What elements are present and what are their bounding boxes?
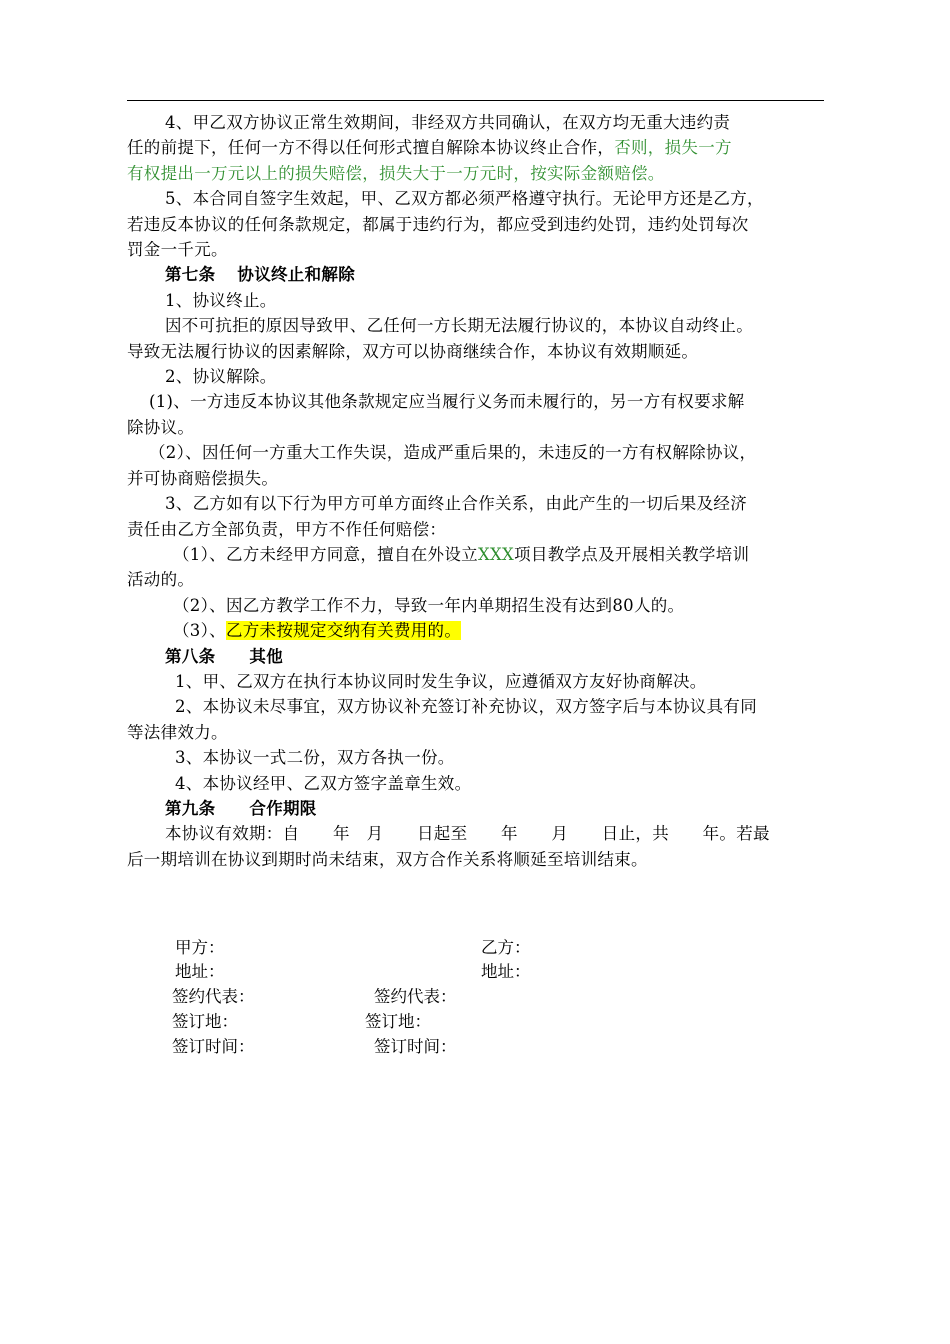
party-b-signing-place-label: 签订地： — [365, 1012, 431, 1031]
clause9-body-line1: 本协议有效期：自 年 月 日起至 年 月 日止，共 年。若最 — [165, 824, 770, 844]
party-b-signing-time-label: 签订时间： — [374, 1037, 457, 1056]
party-a-label: 甲方： — [175, 938, 225, 957]
clause7-sub1: 1、协议终止。 — [165, 290, 277, 310]
clause8-title: 其他 — [249, 646, 284, 666]
clause7-sub3-item2: （2）、因乙方教学工作不力，导致一年内单期招生没有达到80人的。 — [173, 595, 685, 615]
clause7-sub2-item2-line2: 并可协商赔偿损失。 — [127, 468, 279, 488]
clause7-heading — [127, 262, 824, 287]
clause7-sub3-item1-xxx: XXX — [477, 544, 515, 564]
party-a-address-label: 地址： — [175, 962, 225, 981]
clause6-item4-line2 — [127, 135, 824, 160]
header-rule — [127, 100, 824, 101]
party-b-representative-label: 签约代表： — [374, 987, 457, 1006]
clause8-item2-line2: 等法律效力。 — [127, 722, 228, 742]
clause7-number: 第七条 — [165, 265, 216, 285]
party-a-representative-label: 签约代表： — [172, 987, 255, 1006]
clause7-sub2-item1-line2: 除协议。 — [127, 417, 195, 437]
clause6-item5-line2: 若违反本协议的任何条款规定，都属于违约行为，都应受到违约处罚，违约处罚每次 — [127, 214, 749, 234]
party-a-signing-place-label: 签订地： — [172, 1012, 238, 1031]
clause7-sub2-item1-line1: (1)、一方违反本协议其他条款规定应当履行义务而未履行的，另一方有权要求解 — [149, 392, 745, 412]
clause7-title: 协议终止和解除 — [237, 265, 356, 285]
clause7-sub1-body-line1: 因不可抗拒的原因导致甲、乙任何一方长期无法履行协议的，本协议自动终止。 — [165, 316, 753, 336]
clause8-heading — [127, 644, 824, 669]
clause6-item4-text: 任的前提下，任何一方不得以任何形式擅自解除本协议终止合作， — [127, 138, 615, 158]
clause7-sub3-line2: 责任由乙方全部负责，甲方不作任何赔偿： — [127, 519, 447, 539]
clause7-sub2: 2、协议解除。 — [165, 367, 277, 387]
clause7-sub3-item3-highlight: 乙方未按规定交纳有关费用的。 — [225, 621, 462, 641]
clause8-item3: 3、本协议一式二份，双方各执一份。 — [175, 748, 455, 768]
clause7-sub3-line1: 3、乙方如有以下行为甲方可单方面终止合作关系，由此产生的一切后果及经济 — [165, 494, 747, 514]
party-a-signing-time-label: 签订时间： — [172, 1037, 255, 1056]
party-b-address-label: 地址： — [481, 962, 531, 981]
clause7-sub3-item3 — [127, 618, 824, 643]
clause8-number: 第八条 — [165, 646, 216, 666]
clause6-item4-line3: 有权提出一万元以上的损失赔偿，损失大于一万元时，按实际金额赔偿。 — [127, 163, 665, 183]
clause7-sub3-item1-post: 项目教学点及开展相关教学培训 — [514, 544, 750, 564]
clause6-item5-line1: 5、本合同自签字生效起，甲、乙双方都必须严格遵守执行。无论甲方还是乙方， — [165, 189, 764, 209]
clause9-number: 第九条 — [165, 798, 216, 818]
clause6-item4-green-text: 否则，损失一方 — [614, 138, 732, 158]
clause9-title: 合作期限 — [249, 798, 317, 818]
party-b-label: 乙方： — [481, 938, 531, 957]
clause7-sub3-item1-pre: （1）、乙方未经甲方同意，擅自在外设立 — [173, 544, 478, 564]
clause9-heading — [127, 796, 824, 821]
clause7-sub2-item2-line1: （2）、因任何一方重大工作失误，造成严重后果的，未违反的一方有权解除协议， — [149, 443, 757, 463]
clause8-item4: 4、本协议经甲、乙双方签字盖章生效。 — [175, 773, 472, 793]
document-body — [127, 110, 824, 872]
clause8-item1: 1、甲、乙双方在执行本协议同时发生争议，应遵循双方友好协商解决。 — [175, 671, 707, 691]
clause9-body-line2: 后一期培训在协议到期时尚未结束，双方合作关系将顺延至培训结束。 — [127, 849, 648, 869]
clause7-sub3-item3-pre: （3）、 — [173, 621, 226, 641]
clause8-item2-line1: 2、本协议未尽事宜，双方协议补充签订补充协议，双方签字后与本协议具有同 — [175, 697, 757, 717]
clause7-sub1-body-line2: 导致无法履行协议的因素解除，双方可以协商继续合作，本协议有效期顺延。 — [127, 341, 699, 361]
clause7-sub3-item1-line2: 活动的。 — [127, 570, 195, 590]
clause6-item5-line3: 罚金一千元。 — [127, 240, 228, 260]
clause7-sub3-item1-line1 — [127, 542, 824, 567]
clause6-item4-line1: 4、甲乙双方协议正常生效期间，非经双方共同确认，在双方均无重大违约责 — [165, 113, 731, 132]
